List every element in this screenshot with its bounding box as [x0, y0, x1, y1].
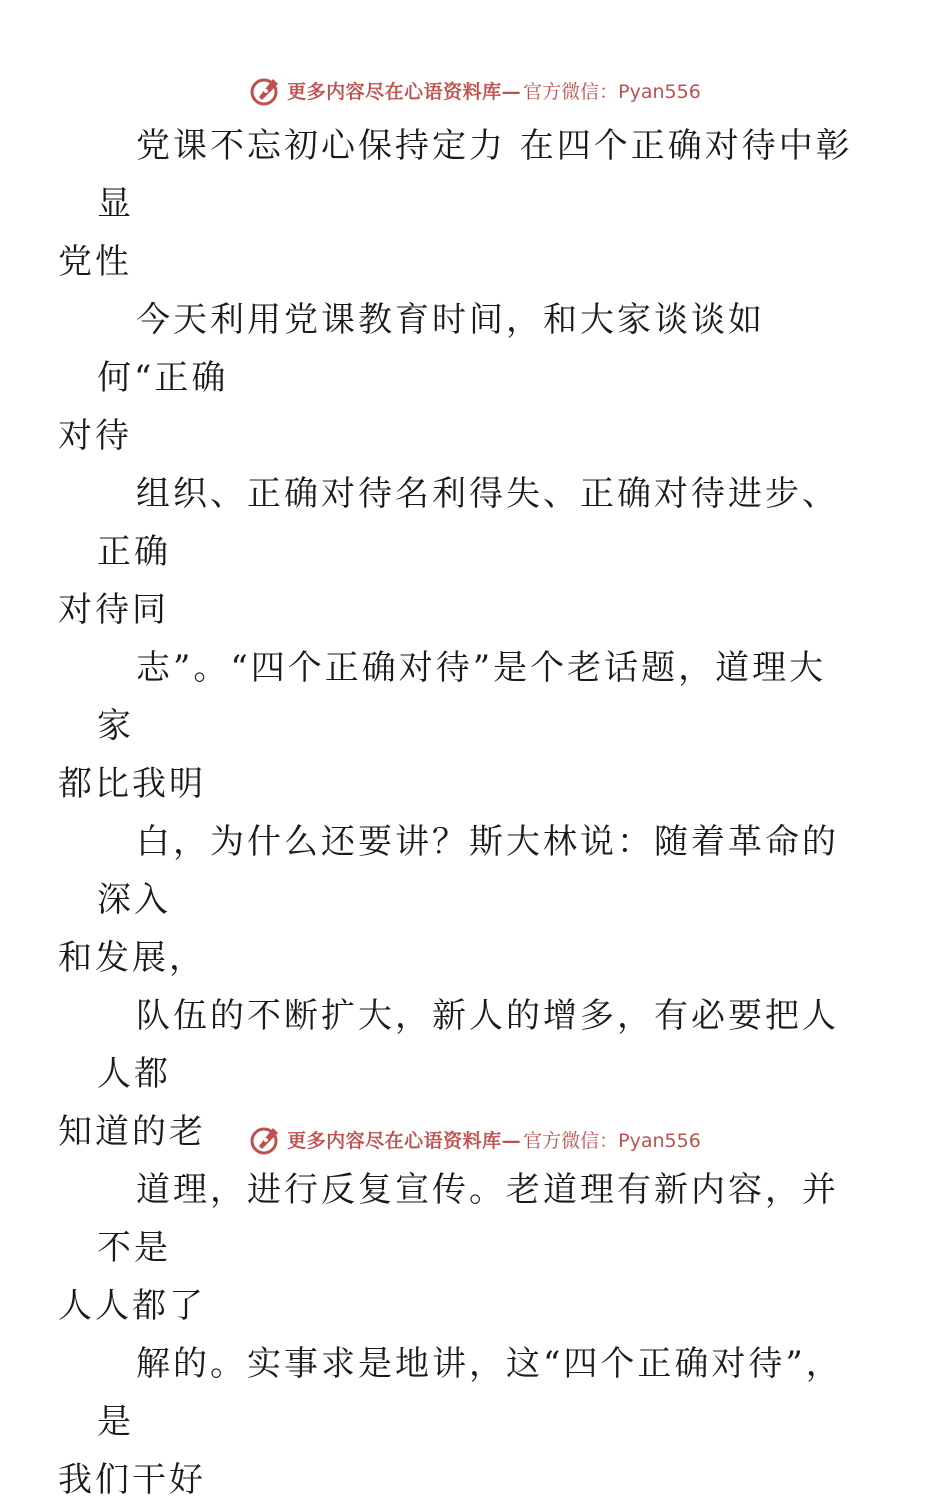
paragraph-line: 都比我明 [58, 764, 206, 804]
paragraph-3 [58, 465, 857, 639]
paragraph-5 [58, 813, 857, 987]
paragraph-line: 志”。“四个正确对待”是个老话题，道理大家 [97, 648, 827, 746]
banner-wechat: 官方微信：Pyan556 [523, 1129, 701, 1152]
paragraph-line: 知道的老 [58, 1112, 206, 1152]
header-banner [0, 70, 950, 110]
paragraph-1 [58, 117, 857, 291]
paragraph-line: 组织、正确对待名利得失、正确对待进步、正确 [97, 474, 839, 572]
paragraph-4 [58, 639, 857, 813]
paragraph-line: 党课不忘初心保持定力 在四个正确对待中彰显 [97, 126, 853, 224]
paragraph-2 [58, 291, 857, 465]
pen-nib-circle-icon [249, 73, 283, 107]
paragraph-7 [58, 1161, 857, 1335]
banner-text: 更多内容尽在心语资料库— [287, 1129, 522, 1152]
paragraph-line: 我们干好 [58, 1460, 206, 1500]
paragraph-line: 对待 [58, 416, 132, 456]
paragraph-8 [58, 1335, 857, 1509]
paragraph-line: 对待同 [58, 590, 169, 630]
paragraph-line: 队伍的不断扩大，新人的增多，有必要把人人都 [97, 996, 839, 1094]
paragraph-line: 道理，进行反复宣传。老道理有新内容，并不是 [97, 1170, 839, 1268]
paragraph-line: 白，为什么还要讲？斯大林说：随着革命的深入 [97, 822, 839, 920]
paragraph-line: 解的。实事求是地讲，这“四个正确对待”，是 [97, 1344, 843, 1442]
document-body [58, 117, 857, 1509]
pen-nib-circle-icon [249, 1122, 283, 1156]
paragraph-line: 和发展， [58, 938, 206, 978]
banner-wechat: 官方微信：Pyan556 [523, 80, 701, 103]
paragraph-line: 今天利用党课教育时间，和大家谈谈如何“正确 [97, 300, 765, 398]
banner-text: 更多内容尽在心语资料库— [287, 80, 522, 103]
paragraph-line: 党性 [58, 242, 132, 282]
footer-banner [0, 1119, 950, 1159]
paragraph-line: 人人都了 [58, 1286, 206, 1326]
